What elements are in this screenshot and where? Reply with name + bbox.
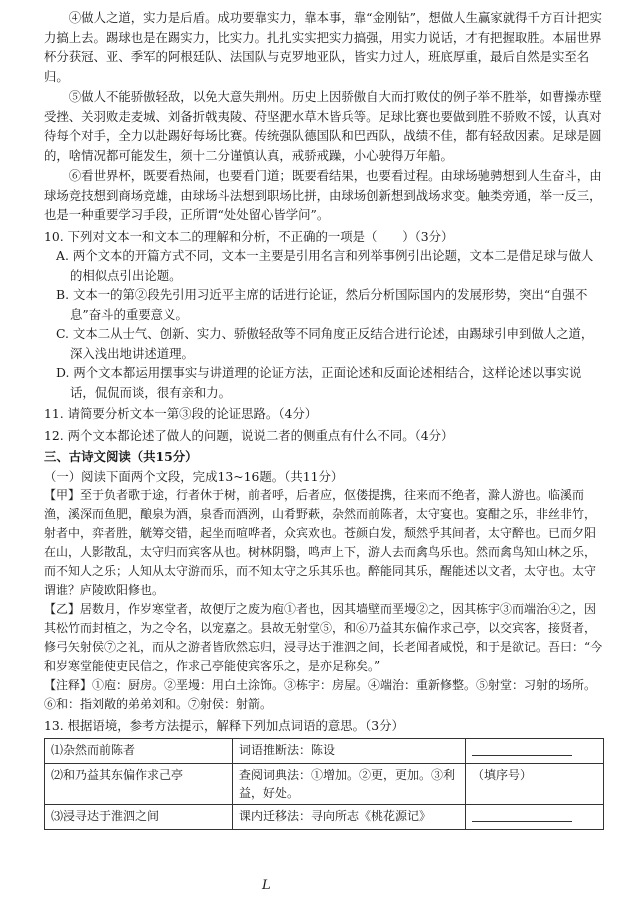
table-row [45,804,604,829]
table-cell-phrase: ⑵和乃益其东偏作求己亭 [45,763,233,804]
paragraph-5: ⑤做人不能骄傲轻敌，以免大意失荆州。历史上因骄傲自大而打败仗的例子举不胜举，如曹操赤壁受挫、关羽败走麦城、刘备折戟夷陵、苻坚淝水草木皆兵等。足球比赛也要做到胜不骄败不馁，认真对待每个对手，全力以赴踢好每场比赛。传统强队德国队和巴西队，战绩不佳，都有轻敌因素。足球是圆的，啥情况都可能发生，须十二分谨慎认真，戒骄戒躁，小心驶得万年船。 [44,89,602,163]
annotations: 【注释】①庖：厨房。②垩墁：用白土涂饰。③栋宇：房屋。④端治：重新修整。⑤射堂：习射的场所。⑥和：指刘敞的弟弟刘和。⑦射侯：射箭。 [44,678,597,711]
table-cell-method: 课内迁移法：寻向所志《桃花源记》 [233,804,466,829]
passage-jia: 【甲】至于负者歌于途，行者休于树，前者呼，后者应，伛偻提携，往来而不绝者，滁人游也。临溪而渔，溪深而鱼肥，酿泉为酒，泉香而酒洌，山肴野蔌，杂然而前陈者，太守宴也。宴酣之乐，非丝非竹，射者中，弈者胜，觥筹交错，起坐而喧哗者，众宾欢也。苍颜白发，颓然乎其间者，太守醉也。已而夕阳在山，人影散乱，太守归而宾客从也。树林阴翳，鸣声上下，游人去而禽鸟乐也。然而禽鸟知山林之乐，而不知人之乐；人知从太守游而乐，而不知太守之乐其乐也。醉能同其乐，醒能述以文者，太守也。太守谓谁？庐陵欧阳修也。 [44,488,597,597]
answer-blank[interactable] [472,807,572,822]
answer-blank[interactable] [472,741,572,756]
table-cell-answer[interactable] [466,804,604,829]
option-d: D. 两个文本都运用摆事实与讲道理的论证方法，正面论述和反面论述相结合，这样论述以事实说话，侃侃而谈，很有亲和力。 [56,365,582,400]
section-3-title: 三、古诗文阅读（共15分） [44,449,198,464]
question-13: 13. 根据语境，参考方法提示，解释下列加点词语的意思。（3分） [44,718,404,733]
paragraph-6: ⑥看世界杯，既要看热闹，也要看门道；既要看结果，也要看过程。由球场驰骋想到人生奋斗，由球场竞技想到商场竞雄，由球场斗法想到职场比拼，由球场创新想到战场求变。触类旁通，举一反三，也是一种重要学习手段，正所谓“处处留心皆学问”。 [44,168,602,222]
option-c: C. 文本二从士气、创新、实力、骄傲轻敌等不同角度正反结合进行论述，由踢球引申到做人之道，深入浅出地讲述道理。 [56,326,594,361]
page-number: L [262,878,271,893]
paragraph-4: ④做人之道，实力是后盾。成功要靠实力，靠本事，靠“金刚钻”，想做人生赢家就得千方百计把实力搞上去。踢球也是在踢实力，比实力。扎扎实实把实力搞强，用实力说话，才有把握取胜。本届世界杯分获冠、亚、季军的阿根廷队、法国队与克罗地亚队，皆实力过人，班底厚重，最后自然是实至名归。 [44,10,602,84]
text-one-body [44,8,605,225]
question-12: 12. 两个文本都论述了做人的问题，说说二者的侧重点有什么不同。（4分） [44,427,454,443]
table-cell-method: 查阅词典法：①增加。②更，更加。③利益，好处。 [233,763,466,804]
option-b: B. 文本一的第②段先引用习近平主席的话进行论证，然后分析国际国内的发展形势，突出“自强不息”奋斗的重要意义。 [56,287,588,322]
table-row [45,738,604,763]
table-row [45,763,604,804]
passage-yi: 【乙】居数月，作岁寒堂者，故便厅之废为庖①者也，因其墙壁而垩墁②之，因其栋宇③而端治④之，因其松竹而封植之，为之令名，以宠嘉之。县故无射堂⑤，和⑥乃益其东偏作求己亭，以交宾客，接贤者，修弓矢射侯⑦之礼，而从之游者皆欣然忘归，浸寻达于淮泗之间，长老闻者咸悦，和于是欲记。吾曰：“今和岁寒堂能使吏民信之，作求己亭能使宾客乐之，是亦足称矣。” [44,602,603,673]
option-a: A. 两个文本的开篇方式不同，文本一主要是引用名言和列举事例引出论题，文本二是借足球与做人的相似点引出论题。 [56,248,594,283]
question-11: 11. 请简要分析文本一第③段的论证思路。（4分） [44,406,318,421]
answer-hint: （填序号） [472,767,533,782]
question-10 [44,227,605,403]
table-cell-phrase: ⑶浸寻达于淮泗之间 [45,804,233,829]
table-cell-answer[interactable] [466,738,604,763]
vocab-table [44,738,604,830]
subsection-1-title: （一）阅读下面两个文段，完成13~16题。（共11分） [44,468,344,484]
question-10-stem: 10. 下列对文本一和文本二的理解和分析，不正确的一项是（ ）（3分） [44,228,454,244]
table-cell-answer[interactable] [466,763,604,804]
table-cell-phrase: ⑴杂然而前陈者 [45,738,233,763]
table-cell-method: 词语推断法：陈设 [233,738,466,763]
